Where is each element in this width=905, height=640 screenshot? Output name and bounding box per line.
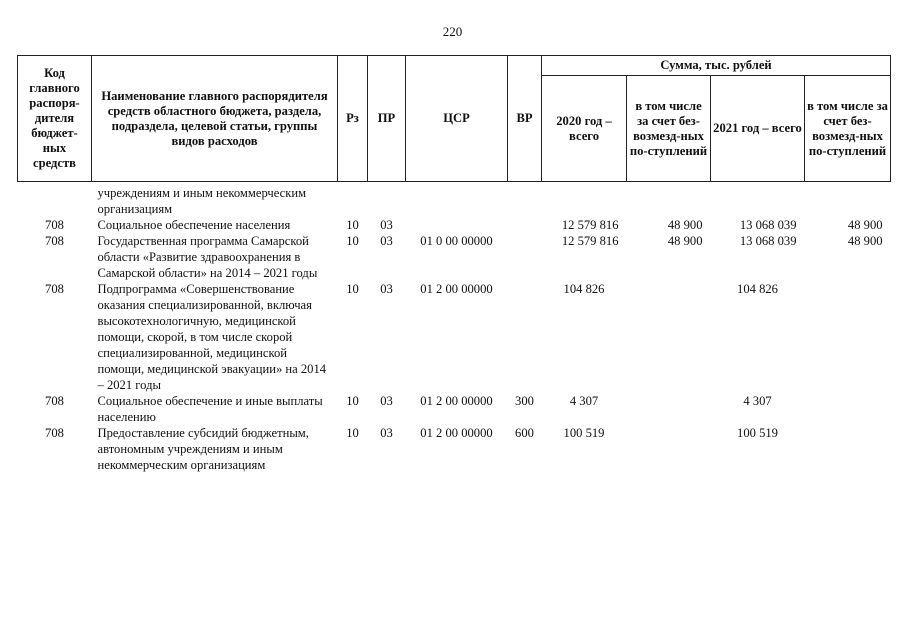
cell-vr: 600 — [515, 426, 534, 440]
header-code: Код главного распоря-дителя бюджет-ных средств — [18, 56, 92, 182]
header-pr: ПР — [368, 56, 406, 182]
cell-pr: 03 — [380, 394, 393, 408]
cell-vr — [508, 233, 542, 281]
table-row — [18, 217, 891, 233]
cell-csr: 01 0 00 00000 — [420, 234, 493, 248]
cell-2020-free — [627, 393, 711, 425]
cell-code: 708 — [45, 426, 64, 440]
cell-2021-total: 13 068 039 — [739, 234, 797, 248]
cell-name: Предоставление субсидий бюджетным, автономным учреждениям и иным некоммерческим организациям — [97, 426, 309, 472]
page-number: 220 — [442, 24, 463, 39]
header-csr: ЦСР — [406, 56, 508, 182]
cell-name: учреждениям и иным некоммерческим организациям — [97, 186, 307, 216]
table-row — [18, 281, 891, 393]
cell-code — [18, 182, 92, 218]
header-sum: Сумма, тыс. рублей — [542, 56, 891, 76]
cell-vr — [508, 217, 542, 233]
cell-pr: 03 — [380, 426, 393, 440]
cell-csr: 01 2 00 00000 — [420, 426, 493, 440]
cell-name: Социальное обеспечение населения — [97, 218, 291, 232]
header-name: Наименование главного распорядителя средств областного бюджета, раздела, подраздела, целевой статьи, группы видов расходов — [92, 56, 338, 182]
cell-name: Социальное обеспечение и иные выплаты населению — [97, 394, 323, 424]
cell-csr: 01 2 00 00000 — [420, 394, 493, 408]
cell-code: 708 — [45, 282, 64, 296]
cell-2020-free — [627, 425, 711, 473]
budget-table — [17, 55, 891, 473]
cell-2021-free: 48 900 — [847, 234, 883, 248]
cell-csr — [406, 217, 508, 233]
table-row — [18, 425, 891, 473]
cell-2021-free — [805, 425, 891, 473]
table-body — [18, 182, 891, 474]
cell-rz: 10 — [346, 234, 359, 248]
cell-pr: 03 — [380, 282, 393, 296]
cell-2021-total: 100 519 — [737, 426, 778, 440]
cell-2020-free — [627, 182, 711, 218]
cell-code: 708 — [45, 394, 64, 408]
cell-vr — [508, 281, 542, 393]
table-row — [18, 182, 891, 218]
cell-csr: 01 2 00 00000 — [420, 282, 493, 296]
cell-2021-free: 48 900 — [847, 218, 883, 232]
cell-2020-total: 104 826 — [563, 282, 605, 296]
cell-2021-total: 4 307 — [743, 394, 772, 408]
cell-rz: 10 — [346, 394, 359, 408]
cell-pr: 03 — [380, 218, 393, 232]
cell-name: Подпрограмма «Совершенствование оказания специализированной, включая высокотехнологичную, медицинской помощи, скорой, в том числе скорой специализированной, медицинской помощи, медицинской эвакуации» на 2014 – 2021 годы — [97, 282, 327, 392]
cell-name: Государственная программа Самарской области «Развитие здравоохранения в Самарской области» на 2014 – 2021 годы — [97, 234, 318, 280]
cell-vr — [508, 182, 542, 218]
cell-rz: 10 — [346, 218, 359, 232]
header-rz: Рз — [338, 56, 368, 182]
header-2021-total: 2021 год – всего — [711, 76, 805, 182]
table-row — [18, 233, 891, 281]
cell-2020-free — [627, 281, 711, 393]
cell-code: 708 — [45, 234, 64, 248]
cell-2020-total: 4 307 — [569, 394, 599, 408]
cell-pr — [368, 182, 406, 218]
cell-2020-total: 12 579 816 — [561, 218, 619, 232]
cell-rz: 10 — [346, 426, 359, 440]
table-row — [18, 393, 891, 425]
cell-2020-total — [542, 182, 627, 218]
header-2020-total: 2020 год – всего — [542, 76, 627, 182]
table-header — [18, 56, 891, 182]
cell-csr — [406, 182, 508, 218]
cell-2020-free: 48 900 — [667, 234, 703, 248]
cell-2021-total: 13 068 039 — [739, 218, 797, 232]
cell-2020-total: 100 519 — [563, 426, 605, 440]
cell-pr: 03 — [380, 234, 393, 248]
cell-rz: 10 — [346, 282, 359, 296]
cell-rz — [338, 182, 368, 218]
cell-2021-free — [805, 393, 891, 425]
header-2021-free: в том числе за счет без-возмезд-ных по-ступлений — [805, 76, 891, 182]
header-2020-free: в том числе за счет без-возмезд-ных по-ступлений — [627, 76, 711, 182]
cell-code: 708 — [45, 218, 64, 232]
cell-2020-free: 48 900 — [667, 218, 703, 232]
header-vr: ВР — [508, 56, 542, 182]
cell-2021-free — [805, 182, 891, 218]
cell-2021-free — [805, 281, 891, 393]
cell-2021-total: 104 826 — [737, 282, 778, 296]
cell-vr: 300 — [515, 394, 534, 408]
cell-2020-total: 12 579 816 — [561, 234, 619, 248]
cell-2021-total — [711, 182, 805, 218]
